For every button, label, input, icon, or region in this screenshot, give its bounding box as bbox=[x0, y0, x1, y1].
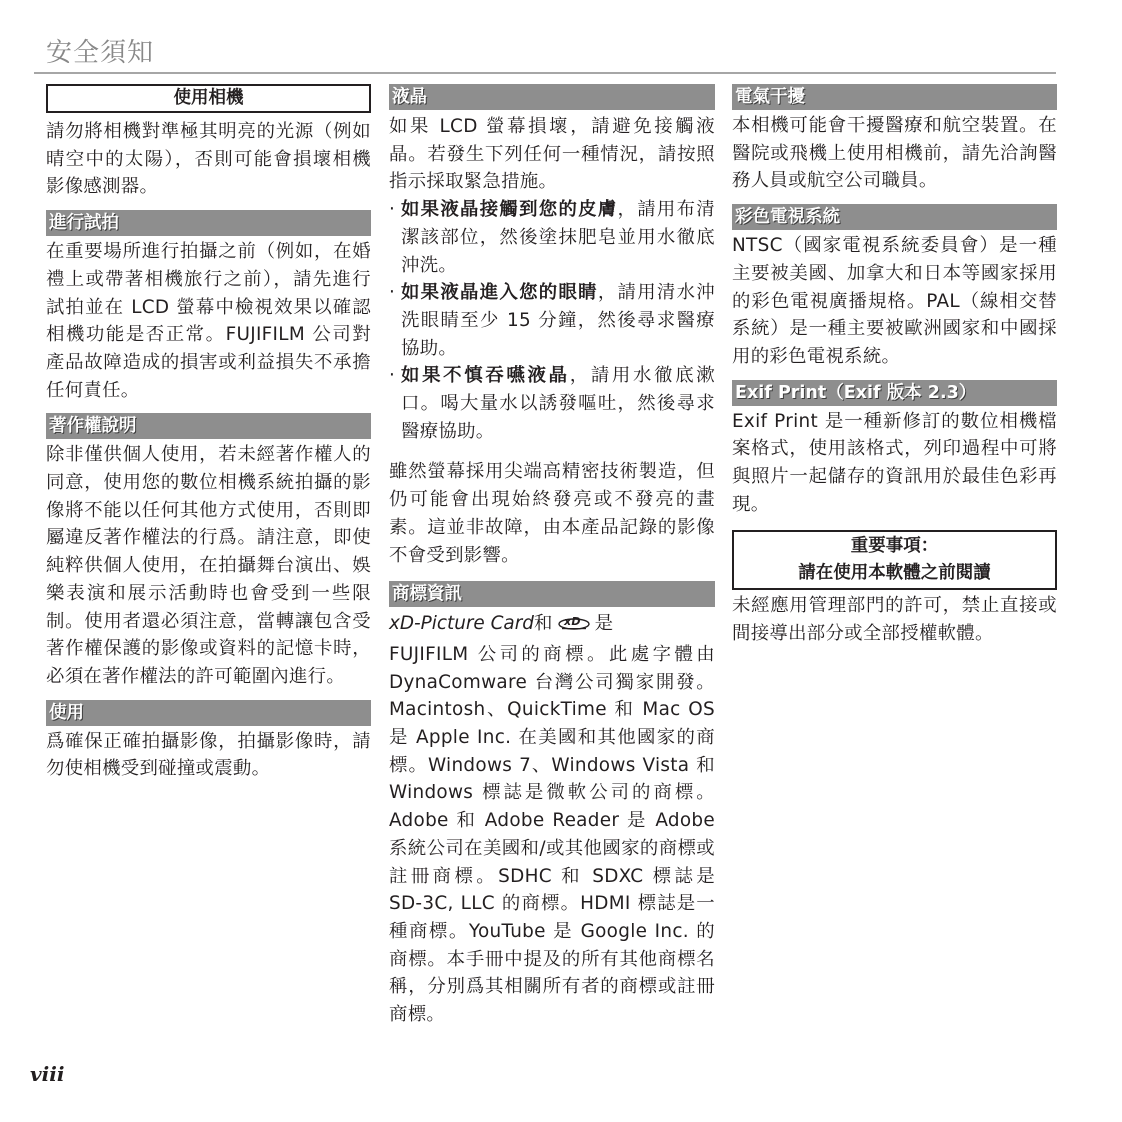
trademark-lead bbox=[389, 610, 715, 641]
title-divider bbox=[34, 72, 1056, 74]
test-shots-text: 在重要場所進行拍攝之前（例如，在婚禮上或帶著相機旅行之前），請先進行試拍並在 LCD 螢幕中檢視效果以確認相機功能是否正常。FUJIFILM 公司對產品故障造成的損害或利益損失不承擔任何責任。 bbox=[46, 241, 371, 401]
test-shots-heading: 進行試拍 bbox=[46, 210, 371, 236]
page-title: 安全須知 bbox=[46, 38, 155, 68]
tv-system-heading: 彩色電視系統 bbox=[732, 204, 1057, 230]
bullet-swallow-bold: 如果不慎吞嚥液晶 bbox=[401, 365, 570, 387]
handling-heading: 使用 bbox=[46, 700, 371, 726]
exif-heading: Exif Print（Exif 版本 2.3） bbox=[732, 380, 1057, 406]
bullet-skin-bold: 如果液晶接觸到您的皮膚 bbox=[401, 199, 618, 221]
lcd-bullet-swallow bbox=[389, 362, 715, 445]
column-right bbox=[732, 84, 1057, 648]
trademark-is: 是 bbox=[594, 613, 614, 635]
use-camera-text: 請勿將相機對準極其明亮的光源（例如晴空中的太陽），否則可能會損壞相機影像感測器。 bbox=[46, 121, 371, 198]
exif-text: Exif Print 是一種新修訂的數位相機檔案格式，使用該格式，列印過程中可將與照片一起儲存的資訊用於最佳色彩再現。 bbox=[732, 410, 1057, 515]
column-left bbox=[46, 84, 371, 783]
bullet-swallow-text: ，請用水徹底漱口。喝大量水以誘發嘔吐，然後尋求醫療協助。 bbox=[401, 365, 715, 442]
use-camera-heading: 使用相機 bbox=[46, 84, 371, 113]
lcd-note: 雖然螢幕採用尖端高精密技術製造，但仍可能會出現始終發亮或不發亮的畫素。這並非故障，由本產品記錄的影像不會受到影響。 bbox=[389, 461, 715, 566]
important-notice-title: 重要事項： bbox=[850, 536, 939, 557]
lcd-bullet-eyes bbox=[389, 279, 715, 362]
important-notice-text: 未經應用管理部門的許可，禁止直接或間接導出部分或全部授權軟體。 bbox=[732, 595, 1057, 645]
important-notice-box bbox=[732, 530, 1057, 590]
handling-text: 爲確保正確拍攝影像，拍攝影像時，請勿使相機受到碰撞或震動。 bbox=[46, 730, 371, 780]
bullet-skin-text: ，請用布清潔該部位，然後塗抹肥皂並用水徹底沖洗。 bbox=[401, 199, 715, 276]
xd-brand-name: xD-Picture Card bbox=[389, 613, 534, 635]
copyright-heading: 著作權說明 bbox=[46, 413, 371, 439]
bullet-eyes-bold: 如果液晶進入您的眼睛 bbox=[401, 282, 598, 304]
trademark-and: 和 bbox=[533, 613, 553, 635]
interference-heading: 電氣干擾 bbox=[732, 84, 1057, 110]
copyright-text: 除非僅供個人使用，若未經著作權人的同意，使用您的數位相機系統拍攝的影像將不能以任何其他方式使用，否則即屬違反著作權法的行爲。請注意，即使純粹供個人使用，在拍攝舞台演出、娛樂表演和展示活動時也會受到一些限制。使用者還必須注意，當轉讓包含受著作權保護的影像或資料的記憶卡時，必須在著作權法的許可範圍內進行。 bbox=[46, 444, 371, 687]
page-number: viii bbox=[30, 1062, 65, 1086]
tv-system-text: NTSC（國家電視系統委員會）是一種主要被美國、加拿大和日本等國家採用的彩色電視廣播規格。PAL（線相交替系統）是一種主要被歐洲國家和中國採用的彩色電視系統。 bbox=[732, 235, 1057, 367]
bullet-eyes-text: ，請用清水沖洗眼睛至少 15 分鐘，然後尋求醫療協助。 bbox=[401, 282, 715, 359]
important-notice-subtitle: 請在使用本軟體之前閱讀 bbox=[798, 563, 991, 584]
lcd-bullet-skin bbox=[389, 196, 715, 279]
svg-text:xD: xD bbox=[563, 615, 581, 629]
interference-text: 本相機可能會干擾醫療和航空裝置。在醫院或飛機上使用相機前，請先洽詢醫務人員或航空公司職員。 bbox=[732, 115, 1057, 192]
lcd-heading: 液晶 bbox=[389, 84, 715, 110]
trademark-text: FUJIFILM 公司的商標。此處字體由 DynaComware 台灣公司獨家開發。Macintosh、QuickTime 和 Mac OS 是 Apple Inc. 在美國和其他國家的商標。Windows 7、Windows Vista 和 Windows 標誌是微軟公司的商標。Adobe 和 Adobe Reader 是 Adobe 系統公司在美國和/或其他國家的商標或註冊商標。SDHC 和 SDXC 標誌是 SD-3C, LLC 的商標。HDMI 標誌是一種商標。YouTube 是 Google Inc. 的商標。本手冊中提及的所有其他商標名稱，分別爲其相關所有者的商標或註冊商標。 bbox=[389, 643, 715, 1026]
column-middle bbox=[389, 84, 715, 1029]
xd-picture-card-logo-icon bbox=[557, 612, 591, 641]
trademark-heading: 商標資訊 bbox=[389, 581, 715, 607]
lcd-intro: 如果 LCD 螢幕損壞，請避免接觸液晶。若發生下列任何一種情況，請按照指示採取緊急措施。 bbox=[389, 116, 715, 193]
